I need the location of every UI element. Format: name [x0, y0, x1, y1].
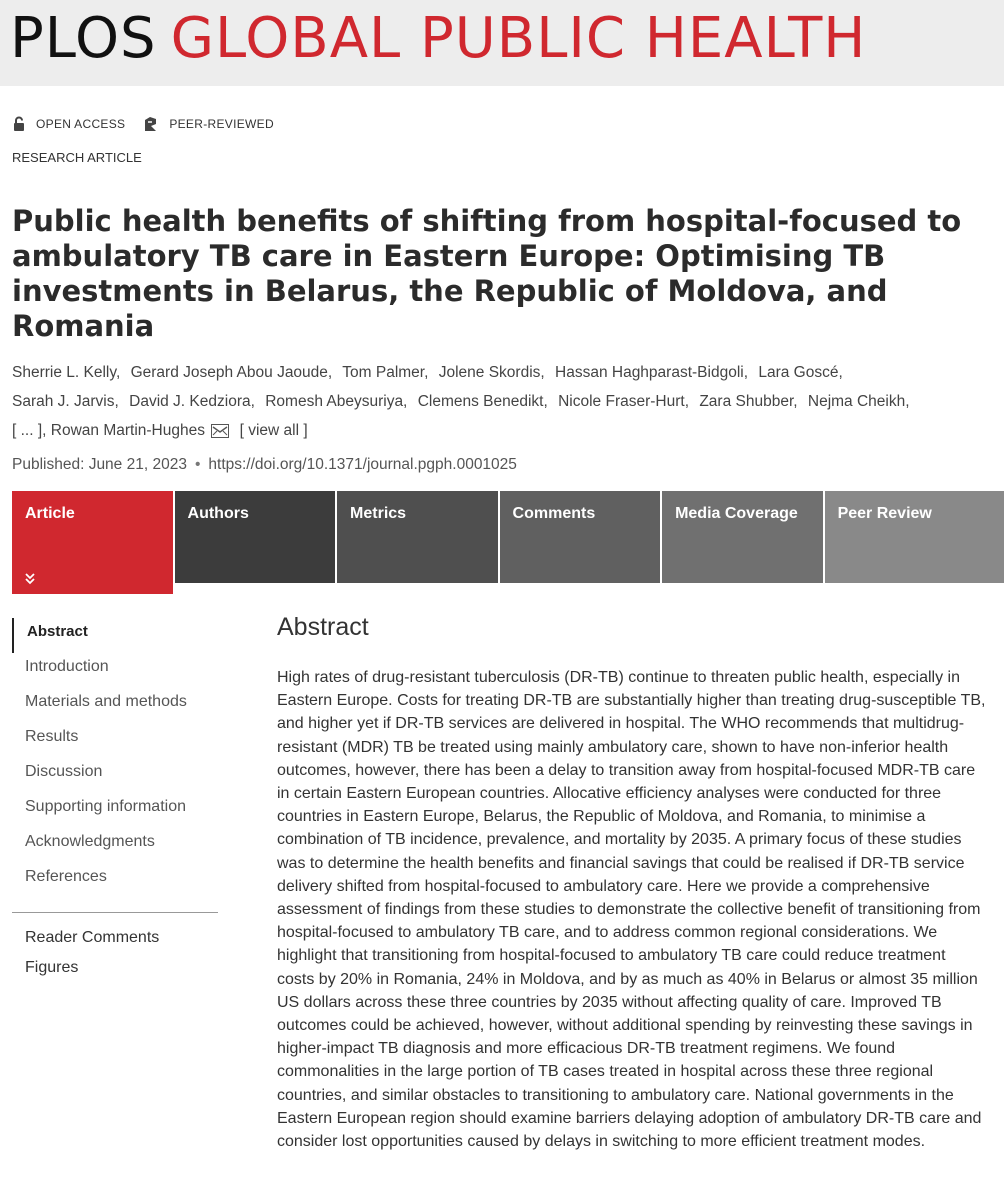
- tab-label: Media Coverage: [675, 505, 798, 522]
- author-link[interactable]: Sherrie L. Kelly,: [12, 364, 121, 381]
- nav-item-acknowledgments[interactable]: Acknowledgments: [25, 833, 155, 850]
- nav-divider: [12, 912, 218, 913]
- tab-label: Peer Review: [837, 505, 932, 522]
- journal-logo[interactable]: [10, 8, 866, 70]
- article-tabs: [12, 491, 1004, 594]
- abstract-heading: Abstract: [277, 613, 369, 641]
- author-link[interactable]: Hassan Haghparast-Bidgoli,: [555, 364, 749, 381]
- nav-item-reader-comments[interactable]: Reader Comments: [25, 929, 160, 946]
- published-date: Published: June 21, 2023: [12, 456, 187, 473]
- tab-label: Article: [25, 505, 75, 522]
- nav-item-references[interactable]: References: [25, 868, 107, 885]
- author-link[interactable]: David J. Kedziora,: [129, 393, 255, 410]
- tab-article[interactable]: [12, 491, 173, 594]
- unlock-icon: [12, 116, 26, 132]
- author-row: [12, 358, 992, 387]
- section-nav: [12, 618, 218, 985]
- nav-item-results[interactable]: Results: [25, 728, 79, 745]
- article-type: RESEARCH ARTICLE: [12, 150, 142, 165]
- author-link[interactable]: Clemens Benedikt,: [417, 393, 548, 410]
- author-list: [12, 358, 992, 445]
- tab-peer-review[interactable]: [825, 491, 1004, 583]
- tab-label: Metrics: [350, 505, 407, 522]
- author-link[interactable]: Lara Goscé,: [758, 364, 843, 381]
- author-row: [12, 387, 992, 416]
- peer-reviewed-badge[interactable]: [143, 115, 274, 133]
- author-link[interactable]: Jolene Skordis,: [438, 364, 545, 381]
- tab-metrics[interactable]: [337, 491, 498, 583]
- author-link[interactable]: Gerard Joseph Abou Jaoude,: [130, 364, 333, 381]
- author-row: [12, 416, 992, 445]
- author-link[interactable]: Zara Shubber,: [699, 393, 798, 410]
- tab-label: Authors: [187, 505, 249, 522]
- author-link[interactable]: Romesh Abeysuriya,: [265, 393, 408, 410]
- nav-item-abstract[interactable]: Abstract: [12, 618, 218, 653]
- corresponding-author-link[interactable]: Rowan Martin-Hughes: [50, 422, 205, 439]
- author-link[interactable]: Nejma Cheikh,: [807, 393, 910, 410]
- separator-dot: •: [194, 456, 201, 473]
- nav-item-discussion[interactable]: Discussion: [25, 763, 103, 780]
- doi-link[interactable]: https://doi.org/10.1371/journal.pgph.0001025: [208, 456, 517, 473]
- tab-media-coverage[interactable]: [662, 491, 823, 583]
- tab-comments[interactable]: [500, 491, 661, 583]
- open-access-badge[interactable]: [12, 116, 125, 132]
- peer-reviewed-icon: [143, 115, 159, 133]
- nav-item-introduction[interactable]: Introduction: [25, 658, 109, 675]
- mail-icon[interactable]: [211, 424, 229, 438]
- open-access-label: OPEN ACCESS: [36, 117, 126, 131]
- nav-item-materials-and-methods[interactable]: Materials and methods: [25, 693, 187, 710]
- author-link[interactable]: Tom Palmer,: [342, 364, 429, 381]
- author-link[interactable]: Nicole Fraser-Hurt,: [558, 393, 690, 410]
- tab-authors[interactable]: [175, 491, 336, 583]
- abstract-text: High rates of drug-resistant tuberculosis (DR-TB) continue to threaten public health, especially in Eastern Europe. Costs for treating DR-TB are substantially higher than treating drug-susceptible TB, and higher yet if DR-TB services are delivered in hospital. The WHO recommends that multidrug-resistant (MDR) TB be treated using mainly ambulatory care, shown to have non-inferior health outcomes, however, there has been a delay to transition away from hospital-focused MDR-TB care in certain Eastern European countries. Allocative efficiency analyses were conducted for three countries in Eastern Europe, Belarus, the Republic of Moldova, and Romania, to minimise a combination of TB incidence, prevalence, and mortality by 2035. A primary focus of these studies was to determine the health benefits and financial savings that could be realised if DR-TB service delivery shifted from hospital-focused to ambulatory care. Here we provide a comprehensive assessment of findings from these studies to demonstrate the collective benefit of transitioning from hospital-focused to ambulatory TB care, and to address common regional considerations. We highlight that transitioning from hospital-focused to ambulatory TB care could reduce treatment costs by 20% in Romania, 24% in Moldova, and by as much as 40% in Belarus or almost 35 million US dollars across these three countries by 2035 without affecting quality of care. Improved TB outcomes could be achieved, however, without additional spending by reinvesting these savings in higher-impact TB diagnosis and more efficacious DR-TB treatment regimens. We found commonalities in the large portion of TB cases treated in hospital across these three regional countries, and similar obstacles to transitioning to ambulatory care. National governments in the Eastern European region should examine barriers delaying adoption of ambulatory DR-TB care and consider lost opportunities caused by delays in switching to more efficient treatment modes.: [277, 669, 986, 1151]
- masthead: [0, 0, 1004, 86]
- nav-item-figures[interactable]: Figures: [25, 959, 79, 976]
- article-title: Public health benefits of shifting from hospital-focused to ambulatory TB care in Eastern Europe: Optimising TB investments in Belarus, the Republic of Moldova, and Romania: [12, 204, 962, 343]
- access-badges: [12, 114, 292, 134]
- publication-info: [12, 456, 517, 474]
- logo-journal-name: GLOBAL PUBLIC HEALTH: [170, 6, 867, 71]
- view-all-authors-link[interactable]: [ view all ]: [239, 422, 308, 439]
- tab-label: Comments: [512, 505, 596, 522]
- nav-item-supporting-information[interactable]: Supporting information: [25, 798, 186, 815]
- more-authors-link[interactable]: [ ... ],: [12, 422, 47, 439]
- double-chevron-down-icon: [23, 572, 37, 586]
- peer-reviewed-label: PEER-REVIEWED: [169, 117, 274, 131]
- logo-plos: PLOS: [10, 6, 157, 71]
- author-link[interactable]: Sarah J. Jarvis,: [12, 393, 119, 410]
